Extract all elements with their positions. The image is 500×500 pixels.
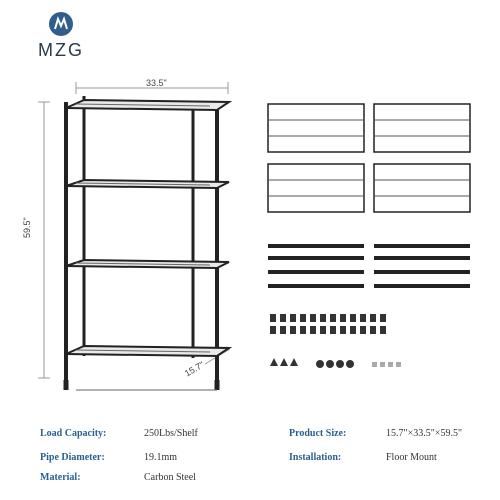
shelf-panels <box>268 104 470 212</box>
spec-label-load-capacity: Load Capacity: <box>40 428 107 439</box>
spec-value-load-capacity: 250Lbs/Shelf <box>144 428 198 439</box>
logo-icon <box>49 12 73 36</box>
width-label: 33.5" <box>146 78 167 88</box>
clips <box>270 314 386 334</box>
support-poles <box>268 246 470 286</box>
spec-value-product-size: 15.7"×33.5"×59.5" <box>386 428 463 439</box>
brand-logo <box>34 10 94 60</box>
height-label: 59.5" <box>22 217 32 238</box>
spec-label-product-size: Product Size: <box>289 428 347 439</box>
washer-icon <box>372 362 401 367</box>
spec-section <box>0 428 500 488</box>
height-dimension-line <box>38 102 50 378</box>
cap-icon <box>316 360 354 368</box>
depth-label: 15.7" <box>182 359 206 379</box>
spec-value-installation: Floor Mount <box>386 452 437 463</box>
spec-label-pipe-diameter: Pipe Diameter: <box>40 452 105 463</box>
spec-value-pipe-diameter: 19.1mm <box>144 452 178 463</box>
bolt-icon <box>270 358 298 366</box>
spec-label-installation: Installation: <box>289 452 342 463</box>
spec-label-material: Material: <box>40 472 81 483</box>
small-parts <box>270 358 401 368</box>
product-illustration <box>0 60 500 400</box>
logo-text: MZG <box>38 40 84 60</box>
spec-value-material: Carbon Steel <box>144 472 196 483</box>
shelving-unit <box>66 96 229 390</box>
